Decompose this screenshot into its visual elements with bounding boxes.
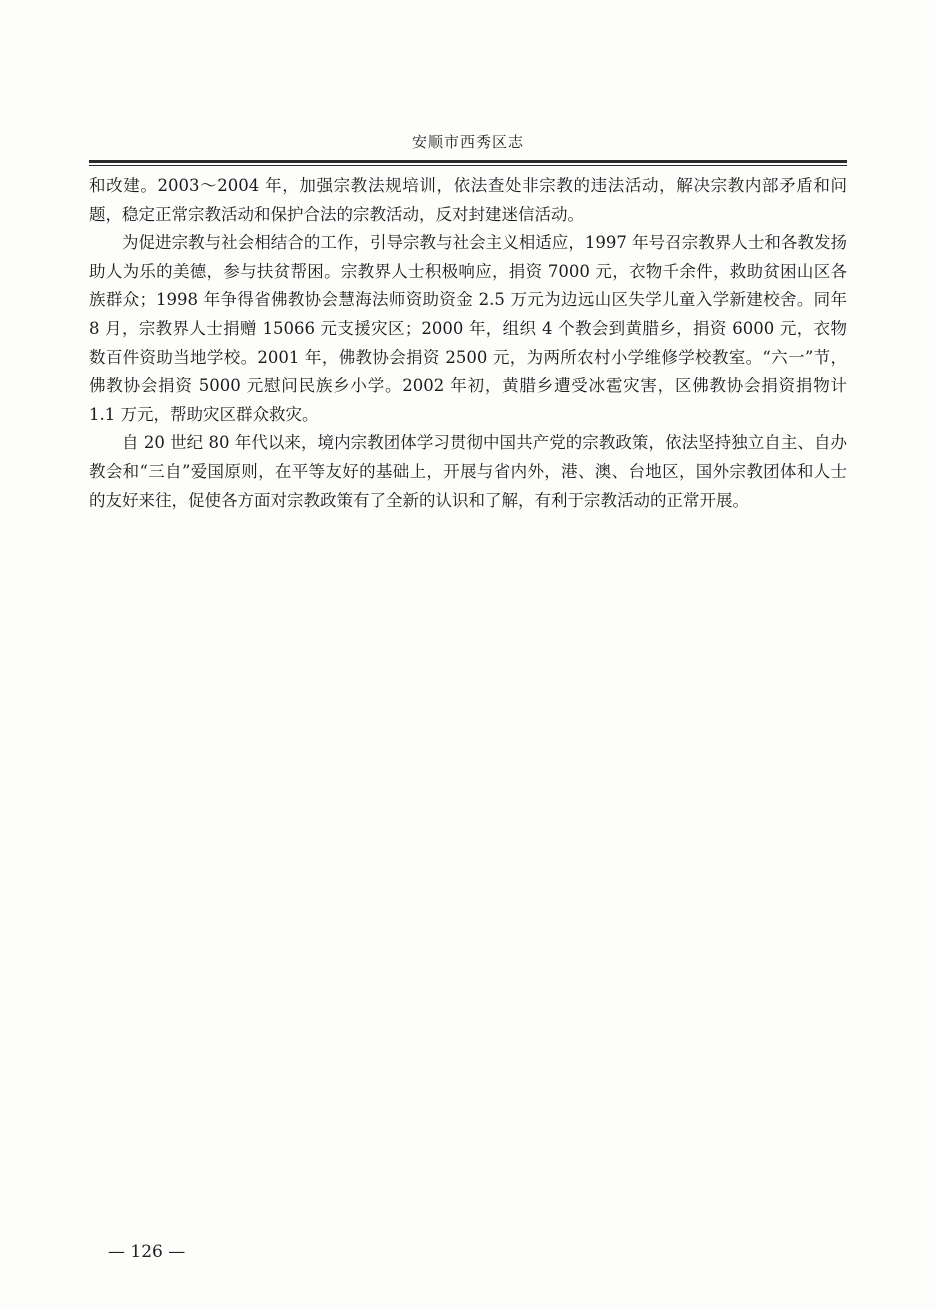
running-header: 安顺市西秀区志 <box>411 133 524 151</box>
paragraph-charity: 为促进宗教与社会相结合的工作，引导宗教与社会主义相适应，1997 年号召宗教界人士和各教发扬助人为乐的美德，参与扶贫帮困。宗教界人士积极响应，捐资 7000 元，衣物千余件，救助贫困山区各族群众；1998 年争得省佛教协会慧海法师资助资金 2.5 万元为边远山区失学儿童入学新建校舍。同年 8 月，宗教界人士捐赠 15066 元支援灾区；2000 年，组织 4 个教会到黄腊乡，捐资 6000 元，衣物数百件资助当地学校。2001 年，佛教协会捐资 2500 元，为两所农村小学维修学校教室。“六一”节，佛教协会捐资 5000 元慰问民族乡小学。2002 年初，黄腊乡遭受冰雹灾害，区佛教协会捐资捐物计 1.1 万元，帮助灾区群众救灾。 <box>89 233 847 424</box>
page-number: — 126 — <box>108 1242 186 1262</box>
paragraph-continued: 和改建。2003～2004 年，加强宗教法规培训，依法查处非宗教的违法活动，解决宗教内部矛盾和问题，稳定正常宗教活动和保护合法的宗教活动，反对封建迷信活动。 <box>89 176 847 224</box>
paragraph-exchange: 自 20 世纪 80 年代以来，境内宗教团体学习贯彻中国共产党的宗教政策，依法坚持独立自主、自办教会和“三自”爱国原则，在平等友好的基础上，开展与省内外，港、澳、台地区，国外宗教团体和人士的友好来往，促使各方面对宗教政策有了全新的认识和了解，有利于宗教活动的正常开展。 <box>89 433 847 510</box>
header-rule-thick <box>89 160 847 163</box>
header-rule-thin <box>89 165 847 166</box>
body-text <box>89 172 847 515</box>
